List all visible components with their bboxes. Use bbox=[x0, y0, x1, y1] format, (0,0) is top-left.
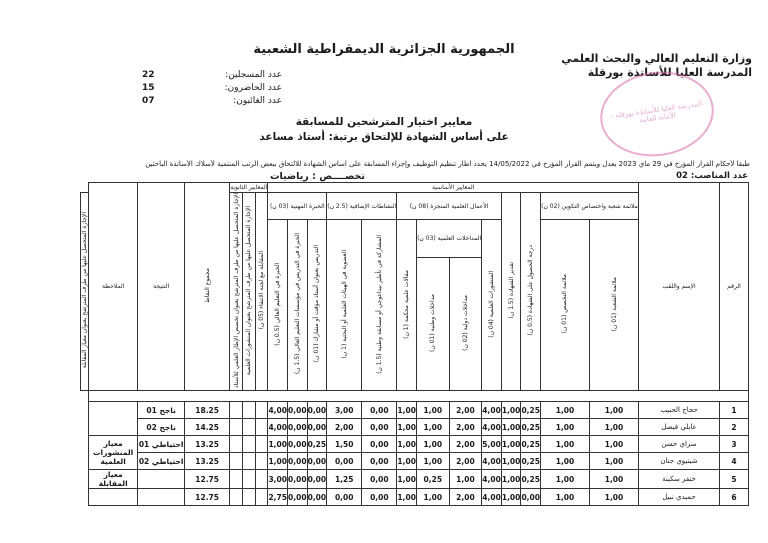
header-total: مجموع النقاط bbox=[185, 183, 230, 391]
header-natl: مداخلات وطنية (01 ن) bbox=[416, 258, 449, 391]
score-cell: 1,00 bbox=[540, 419, 589, 436]
score-cell: 4,00 bbox=[482, 489, 502, 506]
header-exp-c: الخبرة في التعليم العالي (0.5 ن) bbox=[268, 220, 288, 391]
results-table bbox=[80, 182, 749, 506]
score-cell: 2,00 bbox=[327, 419, 362, 436]
score-cell: 1,00 bbox=[397, 402, 417, 419]
header-works: الأعمال العلمية المنجزة (08 ن) bbox=[397, 193, 501, 220]
score-cell bbox=[230, 470, 243, 489]
row-number: 5 bbox=[720, 470, 749, 489]
stamp-text: المدرسة العليا للأساتذة بورقلة - الأمانة العامة bbox=[610, 99, 703, 125]
note-publications: معيار المنشورات العلمية bbox=[89, 436, 138, 470]
header-fit-branch: ملائمة الشعبة (01 ن) bbox=[590, 220, 639, 391]
result-cell: ناجح 02 bbox=[138, 419, 185, 436]
total-cell: 13.25 bbox=[185, 436, 230, 453]
header-name: الإسم واللقب bbox=[639, 183, 720, 391]
score-cell: 1,00 bbox=[590, 419, 639, 436]
score-cell: 0,00 bbox=[521, 489, 541, 506]
spacer-row bbox=[89, 391, 749, 402]
posts-count: عدد المناصب: 02 bbox=[676, 171, 748, 181]
header-sec-c: الإجازة المتحصل عليها من طرف المترشح بعنوان معيار المقابلة bbox=[81, 193, 89, 391]
score-cell: 1,00 bbox=[540, 489, 589, 506]
score-cell: 4,00 bbox=[482, 419, 502, 436]
row-number: 2 bbox=[720, 419, 749, 436]
header-intl: مداخلات دولية (02 ن) bbox=[449, 258, 482, 391]
score-cell: 1,00 bbox=[397, 453, 417, 470]
score-cell: 1,00 bbox=[590, 489, 639, 506]
score-cell: 1,00 bbox=[501, 402, 521, 419]
score-cell bbox=[230, 402, 243, 419]
candidate-name: سراي حسن bbox=[639, 436, 720, 453]
row-number: 4 bbox=[720, 453, 749, 470]
score-cell: 0,00 bbox=[327, 453, 362, 470]
note-cell bbox=[89, 489, 138, 506]
score-cell: 0,25 bbox=[521, 402, 541, 419]
candidate-name: حميدي نبيل bbox=[639, 489, 720, 506]
header-interview: المقابلة مع لجنة الانتقاء (05 ن) bbox=[255, 193, 268, 391]
score-cell: 1,00 bbox=[397, 419, 417, 436]
table-row bbox=[81, 419, 749, 436]
criteria-line-2: على أساس الشهادة للإلتحاق برتبة: أستاذ مساعد bbox=[259, 131, 509, 143]
score-cell bbox=[242, 436, 255, 453]
result-cell bbox=[138, 470, 185, 489]
score-cell: 2,00 bbox=[449, 453, 482, 470]
header-result: النتيجة bbox=[138, 183, 185, 391]
score-cell: 1,00 bbox=[540, 470, 589, 489]
header-grade: درجة الحصول على الشهادة (0.5 ن) bbox=[521, 193, 541, 391]
score-cell: 4,00 bbox=[268, 419, 288, 436]
score-cell: 4,00 bbox=[482, 470, 502, 489]
header-secondary: المعايير الثانوية bbox=[230, 184, 268, 191]
score-cell bbox=[242, 419, 255, 436]
legal-intro: طبقا لأحكام القرار المؤرخ في 29 ماي 2023 يعدل ويتمم القرار المؤرخ في 14/05/2022 يحدد اطار تنظيم التوظيف وإجراء المسابقة على اساس الشهادة للالتحاق ببعض الرتب المنتمية لأسلاك الأساتذة الباحثين bbox=[145, 160, 750, 168]
absent-label: عدد الغائبون: bbox=[233, 95, 282, 106]
header-experience: الخبرة المهنية (03 ن) bbox=[268, 193, 327, 220]
score-cell bbox=[230, 453, 243, 470]
candidate-name: خنفر سكينة bbox=[639, 470, 720, 489]
score-cell bbox=[242, 402, 255, 419]
score-cell: 3,00 bbox=[327, 402, 362, 419]
republic-title: الجمهورية الجزائرية الديمقراطية الشعبية bbox=[253, 42, 515, 57]
score-cell: 0,25 bbox=[416, 470, 449, 489]
score-cell: 1,00 bbox=[590, 436, 639, 453]
score-cell: 0,00 bbox=[288, 402, 308, 419]
criteria-line-1: معايير اختيار المترشحين للمسابقة bbox=[295, 116, 473, 128]
score-cell bbox=[255, 489, 268, 506]
total-cell: 18.25 bbox=[185, 402, 230, 419]
score-cell bbox=[242, 489, 255, 506]
ministry-name: وزارة التعليم العالي والبحث العلمي bbox=[561, 52, 752, 65]
score-cell bbox=[255, 470, 268, 489]
registered-value: 22 bbox=[142, 69, 155, 80]
score-cell: 1,00 bbox=[501, 489, 521, 506]
score-cell: 1,00 bbox=[397, 489, 417, 506]
score-cell: 4,00 bbox=[268, 402, 288, 419]
header-sec-a: الإجازة المتحصل عليها من طرف المترشح بعنوان المنشورات العلمية bbox=[242, 193, 255, 391]
score-cell: 0,00 bbox=[362, 436, 397, 453]
score-cell: 0,00 bbox=[362, 489, 397, 506]
score-cell: 0,00 bbox=[362, 402, 397, 419]
header-article: مقالات علمية محكمة (1 ن) bbox=[397, 220, 417, 391]
score-cell: 0,00 bbox=[307, 419, 327, 436]
score-cell: 1,00 bbox=[501, 470, 521, 489]
score-cell: 0,00 bbox=[307, 402, 327, 419]
score-cell: 1,00 bbox=[590, 453, 639, 470]
absent-value: 07 bbox=[142, 95, 155, 106]
score-cell: 0,00 bbox=[307, 489, 327, 506]
score-cell: 0,00 bbox=[288, 436, 308, 453]
score-cell: 2,00 bbox=[449, 436, 482, 453]
score-cell: 0,00 bbox=[288, 489, 308, 506]
score-cell bbox=[230, 419, 243, 436]
result-cell: احتياطي 01 bbox=[138, 436, 185, 453]
score-cell bbox=[255, 436, 268, 453]
score-cell: 1,00 bbox=[416, 436, 449, 453]
score-cell: 1,25 bbox=[327, 470, 362, 489]
score-cell bbox=[242, 470, 255, 489]
header-degree: تقدير الشهادة (1.5 ن) bbox=[501, 193, 521, 391]
row-number: 6 bbox=[720, 489, 749, 506]
score-cell: 1,00 bbox=[449, 470, 482, 489]
score-cell bbox=[230, 489, 243, 506]
score-cell: 1,00 bbox=[501, 453, 521, 470]
score-cell: 0,00 bbox=[307, 470, 327, 489]
score-cell: 0,25 bbox=[307, 436, 327, 453]
specialty: تخصــــص : رياضيات bbox=[270, 171, 365, 182]
score-cell: 1,00 bbox=[416, 402, 449, 419]
header-exp-a: التدريس بعنوان أستاذ مؤقت أو مشارك (01 ن) bbox=[307, 220, 327, 391]
score-cell: 1,00 bbox=[540, 402, 589, 419]
candidate-name: حجاج الحبيب bbox=[639, 402, 720, 419]
score-cell: 1,00 bbox=[268, 436, 288, 453]
header-basic: المعايير الأساسية bbox=[268, 183, 639, 193]
score-cell bbox=[242, 453, 255, 470]
present-label: عدد الحاضرون: bbox=[224, 82, 282, 93]
header-fit-spec: ملائمة التخصص (01 ن) bbox=[540, 220, 589, 391]
score-cell: 1,00 bbox=[416, 453, 449, 470]
score-cell: 5,00 bbox=[482, 436, 502, 453]
score-cell: 1,00 bbox=[416, 419, 449, 436]
note-cell bbox=[89, 402, 138, 436]
score-cell: 0,00 bbox=[327, 489, 362, 506]
score-cell: 0,00 bbox=[362, 453, 397, 470]
score-cell: 4,00 bbox=[482, 453, 502, 470]
score-cell: 1,00 bbox=[540, 453, 589, 470]
score-cell: 1,00 bbox=[397, 436, 417, 453]
score-cell: 0,00 bbox=[307, 453, 327, 470]
score-cell: 2,00 bbox=[449, 419, 482, 436]
score-cell: 1,50 bbox=[327, 436, 362, 453]
total-cell: 14.25 bbox=[185, 419, 230, 436]
header-activities: النشاطات الإضافية (2.5 ن) bbox=[327, 193, 397, 220]
total-cell: 13.25 bbox=[185, 453, 230, 470]
score-cell: 1,00 bbox=[540, 436, 589, 453]
score-cell: 1,00 bbox=[416, 489, 449, 506]
score-cell: 1,00 bbox=[397, 470, 417, 489]
score-cell: 0,25 bbox=[521, 453, 541, 470]
candidate-name: شيتيوي جنان bbox=[639, 453, 720, 470]
score-cell: 4,00 bbox=[482, 402, 502, 419]
candidate-name: عابلي فيصل bbox=[639, 419, 720, 436]
result-cell bbox=[138, 489, 185, 506]
header-note: الملاحظة bbox=[89, 183, 138, 391]
note-interview: معيار المقابلة bbox=[89, 470, 138, 489]
school-name: المدرسة العليا للأساتذة بورقلة bbox=[587, 66, 752, 79]
score-cell: 2,00 bbox=[449, 489, 482, 506]
score-cell: 1,00 bbox=[590, 402, 639, 419]
header-comm: المداخلات العلمية (03 ن) bbox=[416, 220, 481, 258]
score-cell: 3,00 bbox=[268, 470, 288, 489]
table-row bbox=[81, 402, 749, 419]
score-cell: 2,00 bbox=[449, 402, 482, 419]
table-row bbox=[81, 436, 749, 453]
score-cell: 0,25 bbox=[521, 436, 541, 453]
candidate-counts bbox=[142, 68, 282, 107]
result-cell: احتياطي 02 bbox=[138, 453, 185, 470]
row-number: 3 bbox=[720, 436, 749, 453]
header-sec-b: الإجازة المتحصل عليها من طرف المترشح بعنوان تخصص الإطار العلمي للأستاذ bbox=[230, 193, 243, 391]
registered-label: عدد المسجلين: bbox=[225, 69, 282, 80]
table-row bbox=[81, 470, 749, 489]
criteria-title bbox=[0, 115, 768, 145]
score-cell: 2,75 bbox=[268, 489, 288, 506]
score-cell bbox=[255, 402, 268, 419]
row-number: 1 bbox=[720, 402, 749, 419]
header-num: الرقم bbox=[720, 183, 749, 391]
table-row bbox=[81, 453, 749, 470]
table-row bbox=[81, 489, 749, 506]
result-cell: ناجح 01 bbox=[138, 402, 185, 419]
header-training: المشاركة في تأطير بيداغوجي أو مسابقة وطنية (1.5 ن) bbox=[362, 220, 397, 391]
header-pubs: المنشورات العلمية (04 ن) bbox=[482, 220, 502, 391]
header-editorial: العضوية في الهيئات العلمية أو البحثية (1 ن) bbox=[327, 220, 362, 391]
score-cell bbox=[230, 436, 243, 453]
score-cell bbox=[255, 453, 268, 470]
score-cell: 0,25 bbox=[521, 419, 541, 436]
score-cell: 1,00 bbox=[501, 419, 521, 436]
total-cell: 12.75 bbox=[185, 470, 230, 489]
score-cell: 0,00 bbox=[362, 419, 397, 436]
score-cell: 0,00 bbox=[362, 470, 397, 489]
score-cell: 1,00 bbox=[590, 470, 639, 489]
header-exp-b: الخبرة في التدريس في مؤسسات التعليم العالي (1.5 ن) bbox=[288, 220, 308, 391]
total-cell: 12.75 bbox=[185, 489, 230, 506]
header-fit: ملائمة شعبة واختصاص التكوين (02 ن) bbox=[540, 193, 638, 220]
present-value: 15 bbox=[142, 82, 155, 93]
score-cell: 0,00 bbox=[288, 470, 308, 489]
score-cell: 0,00 bbox=[288, 453, 308, 470]
score-cell: 0,00 bbox=[288, 419, 308, 436]
score-cell: 0,25 bbox=[521, 470, 541, 489]
score-cell: 1,00 bbox=[268, 453, 288, 470]
score-cell bbox=[255, 419, 268, 436]
score-cell: 1,00 bbox=[501, 436, 521, 453]
